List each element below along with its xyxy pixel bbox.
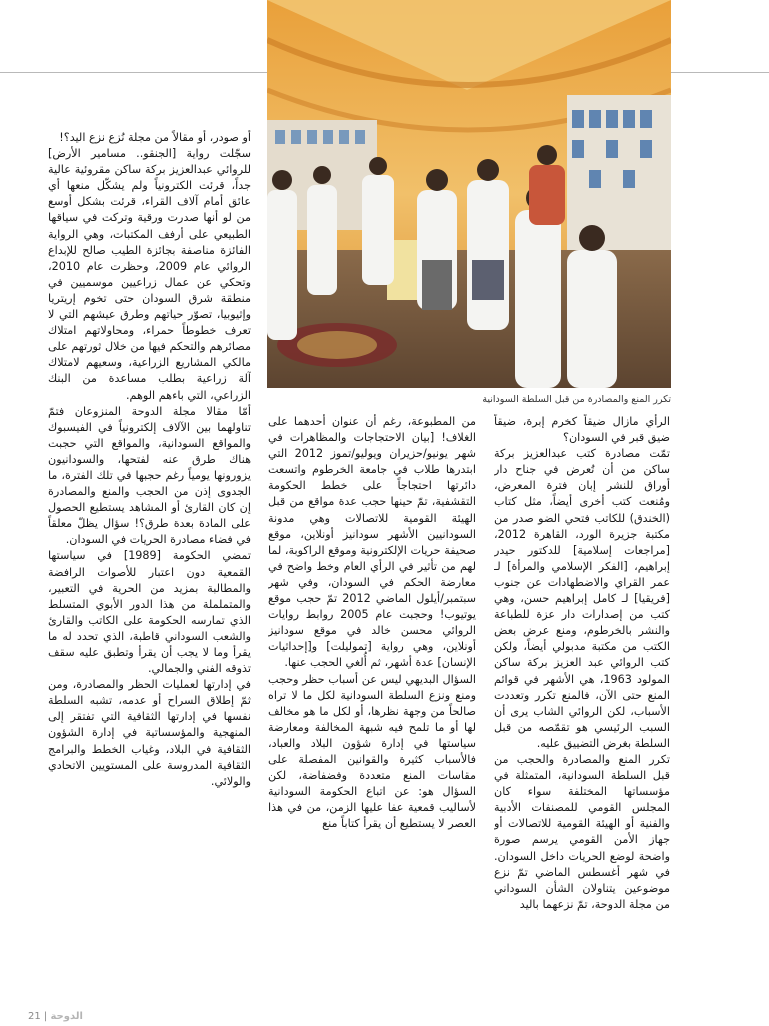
article-column-middle <box>268 414 476 999</box>
footer-separator: | <box>43 1011 48 1022</box>
magazine-name: الدوحة <box>50 1011 83 1022</box>
paragraph: تمضي الحكومة [1989] في سياستها القمعية دون اعتبار للأصوات الرافضة والمطالبة بمزيد من الحرية في التعبير، والمتململة من هذا الدور الأبوي المتسلط الذي تمارسه الحكومة على الكاتب والقارئ والشعب السوداني قاطبة، الذي تحدد له ما يقرأ وما لا يجب أن يقرأ وتطبق عليه سقف تذوقه الفني والجمالي. <box>48 549 251 676</box>
top-rule-right <box>671 72 769 73</box>
paragraph: تكرر المنع والمصادرة والحجب من قبل السلطة السودانية، المتمثلة في مؤسساتها المختلفة سواء كان المجلس القومي للمصنفات الأدبية والفنية أو الهيئة القومية للاتصالات أو جهاز الأمن القومي يرسم صورة واضحة لوضع الحريات داخل السودان. في شهر أغسطس الماضي تمّ نزع موضوعين يتناولان الشأن السوداني من مجلة الدوحة، تمّ نزعهما باليد <box>494 752 670 911</box>
paragraph: السؤال البديهي ليس عن أسباب حظر وحجب ومنع ونزع السلطة السودانية لكل ما لا تراه صالحاً من وجهة نظرها، أو لكل ما هو مخالف لها أو ما تلمح فيه شبهة المخالفة ومعارضة سياستها في إدارة شؤون البلاد والعباد، فالأسباب كثيرة والقوانين المفصلة على مقاسات المنع متعددة وفضفاضة، لكن السؤال هو: عن اتباع الحكومة السودانية لأساليب قمعية عفا عليها الزمن، من في هذا العصر لا يستطيع أن يقرأ كتاباً منع <box>268 672 476 831</box>
page-number: 21 <box>28 1011 41 1022</box>
paragraph: أو صودر، أو مقالاً من مجلة نُزع نزع اليد؟! <box>59 131 251 144</box>
paragraph: تمّت مصادرة كتب عبدالعزيز بركة ساكن من أن تُعرض في جناح دار أوراق للنشر إبان فترة المعرض، ومُنعت كتب أخرى أيضاً، مثل كتاب (الخندق) للكاتب فتحي الضو صدر من مكتبة جزيرة الورد، القاهرة 2012، [مراجعات إسلامية] للدكتور حيدر إبراهيم، [الفكر الإسلامي والمرأة] لـ عمر القراي والاضطهادات عن جنوب [فريقيا] لـ كامل إبراهيم حسن، وهي كتب من إصدارات دار عزة للطباعة والنشر بالخرطوم، ومنع عرض بعض الكتب من مكتبة مدبولي أيضاً، ولكن كتب الروائي عبد العزيز بركة ساكن المولود 1963، هي الأشهر في قوائم المنع حتى الآن، فالمنع تكرر وتعددت الأسباب، لكن الروائي الشاب يرى أن السبب الرئيسي هو تقمّصه من قبل السلطة بغرض التضييق عليه. <box>494 447 670 750</box>
top-rule-left <box>0 72 267 73</box>
page-footer <box>28 1011 83 1022</box>
paragraph: من المطبوعة، رغم أن عنوان أحدهما على الغلاف! [بيان الاحتجاجات والمظاهرات في شهر يونيو/حزيران ويوليو/تموز 2012 التي ابتدرها طلاب في جامعة الخرطوم واتسعت دائرتها احتجاجاً على خطط الحكومة التقشفية، تمّ حينها حجب عدة مواقع من قبل الهيئة القومية للاتصالات وهي مدونة السودانيين الأشهر سودانيز أونلاين، موقع صحيفة حريات الإلكترونية وموقع الراكوبة، لما لهم من تأثير في الرأي العام وخط واضح في معارضة الحكم في السودان، وفي شهر سبتمبر/أيلول الماضي 2012 تمّ حجب موقع يوتيوب! وحجبت عام 2005 روابط روايات الروائي محسن خالد في موقع سودانيز أونلاين، وهي رواية [تموليلت] و[إحداثيات الإنسان] عدة أشهر، ثم أُلغي الحجب عنها. <box>268 415 476 670</box>
photo-caption: تكرر المنع والمصادرة من قبل السلطة السودانية <box>482 394 671 405</box>
paragraph: الرأي مازال ضيقاً كخرم إبرة، ضيقاً ضيق قبر في السودان؟ <box>494 415 670 445</box>
paragraph: في إدارتها لعمليات الحظر والمصادرة، ومن ثمّ إطلاق السراح أو عدمه، تشبه السلطة نفسها في إدارتها الثقافية التي تفتقر إلى المنهجية والمؤسساتية في إدارة الشؤون الثقافية في البلاد، وغياب الخطط والبرامج الثقافية المدروسة على المستويين الاتحادي والولائي. <box>48 678 251 788</box>
article-column-right <box>494 414 670 999</box>
book-fair-photo <box>267 0 671 388</box>
paragraph: أمّا مقالا مجلة الدوحة المنزوعان فتمّ تناولهما بين الآلاف إلكترونياً في الفيسبوك والمواقع السودانية، والمواقع التي حجبت هناك طرق عنه لفتحها، والسودانيون يزورونها يومياً رغم حجبها في تلك الفترة، ما الجدوى إذن من الحجب والمنع والمصادرة إن كان القارئ أو المشاهد يستطيع الحصول على المادة بعدة طرق؟! سؤال يظلّ معلقاً في فضاء مصادرة الحريات في السودان. <box>48 404 251 547</box>
article-column-left <box>48 130 251 1000</box>
paragraph: سجّلت رواية [الجنقو.. مسامير الأرض] للروائي عبدالعزيز بركة ساكن مقروئية عالية جداً، قرئت الكترونياً ولم يشكّل منعها أي عائق أمام آلاف القراء، قرئت بشكل أوسع من لو أنها صدرت ورقية وتركت في سياقها الطبيعي على أرفف المكتبات، وهي الرواية الفائزة مناصفة بجائزة الطيب صالح للإبداع الروائي عام 2009، وحظرت عام 2010، وتحكي عن عمال زراعيين موسميين في منطقة شرق السودان حتى تخوم إريتريا وإثيوبيا، تصوّر حياتهم وطرق عيشهم التي لا تعرف خطوطاً حمراء، ومحاولاتهم امتلاك مصائرهم والتحكم فيها من خلال ثورتهم على مالكي المشاريع الزراعية، وسعيهم لامتلاك آلة زراعية بطلب مساعدة من البنك الزراعي، التي باءهم الوهم. <box>48 147 251 402</box>
